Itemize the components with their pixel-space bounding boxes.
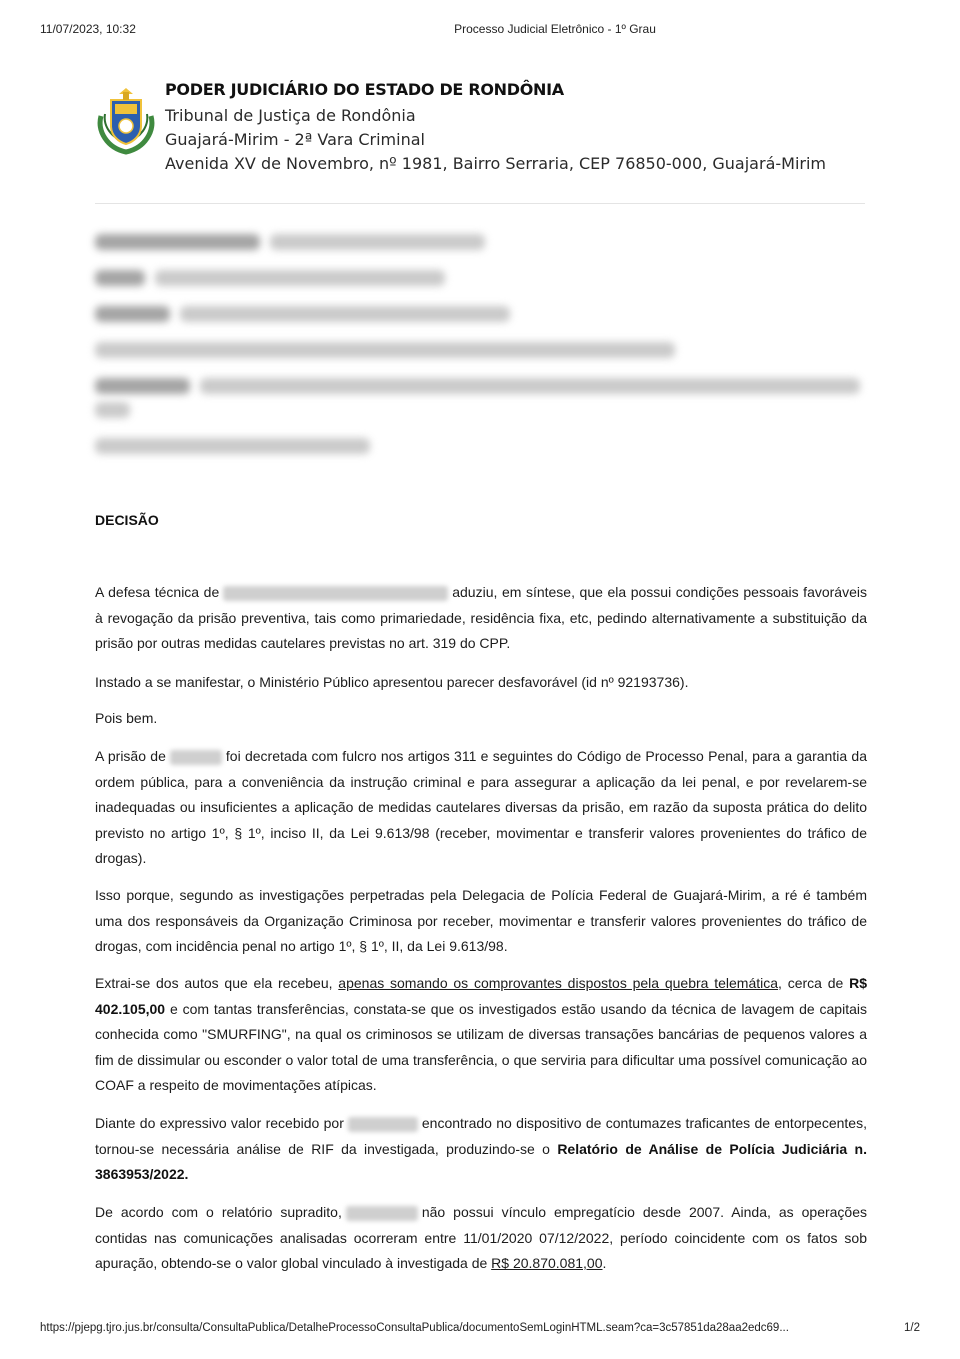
paragraph-text: Instado a se manifestar, o Ministério Público apresentou parecer desfavorável (id nº 92193736).: [95, 674, 689, 690]
paragraph-relatorio: [95, 1200, 867, 1277]
paragraph-rif: [95, 1111, 867, 1188]
paragraph-text: , cerca de: [778, 975, 844, 991]
paragraph-text: aduziu, em síntese, que ela possui condições pessoais favoráveis à revogação da prisão preventiva, tais como primariedade, residência fixa, etc, pedindo alternativamente a substituição da prisão por outras medidas cautelares previstas no art. 319 do CPP.: [95, 584, 867, 651]
paragraph-text: Diante do expressivo valor recebido por: [95, 1115, 344, 1131]
global-amount: R$ 20.870.081,00: [491, 1255, 603, 1271]
paragraph-text: .: [602, 1255, 607, 1271]
redacted-label: [95, 234, 260, 250]
vara-name: Guajará-Mirim - 2ª Vara Criminal: [165, 130, 425, 149]
paragraph-investigacoes: [95, 883, 867, 960]
header-divider: [95, 203, 865, 204]
page-number: 1/2: [904, 1322, 920, 1334]
print-header: [0, 22, 960, 42]
paragraph-text: encontrado no dispositivo de contumazes traficantes de entorpecentes, tornou-se necessária análise de RIF da investigada, produzindo-se o: [95, 1115, 867, 1157]
court-name: PODER JUDICIÁRIO DO ESTADO DE RONDÔNIA: [165, 80, 564, 99]
report-reference: Relatório de Análise de Polícia Judiciária n. 3863953/2022.: [95, 1140, 867, 1182]
paragraph-text: Pois bem.: [95, 710, 158, 726]
paragraph-defense: [95, 580, 867, 657]
redacted-label: [95, 378, 190, 394]
paragraph-smurfing: [95, 971, 867, 1099]
redacted-value: [95, 402, 130, 418]
redacted-value: [155, 270, 445, 286]
print-datetime: 11/07/2023, 10:32: [40, 22, 136, 36]
paragraph-text: A prisão de: [95, 748, 166, 764]
redacted-name: [348, 1117, 418, 1132]
paragraph-text: não possui vínculo empregatício desde 2007. Ainda, as operações contidas nas comunicações analisadas ocorreram entre 11/01/2020 07/12/2022, período coincidente com os fatos sob apuração, obtendo-se o valor global vinculado à investigada de: [95, 1204, 867, 1271]
paragraph-text: Isso porque, segundo as investigações perpetradas pela Delegacia de Polícia Federal de Guajará-Mirim, a ré é também uma dos responsáveis da Organização Criminosa por receber, movimentar e transferir valores provenientes do tráfico de drogas, com incidência penal no artigo 1º, § 1º, II, da Lei 9.613/98.: [95, 887, 867, 954]
amount-received: R$ 402.105,00: [95, 975, 868, 1017]
rondonia-coat-of-arms-icon: [95, 86, 157, 156]
redacted-value: [95, 438, 370, 454]
court-header: [95, 80, 875, 190]
redacted-value: [200, 378, 860, 394]
tribunal-name: Tribunal de Justiça de Rondônia: [165, 106, 416, 125]
redacted-case-info: [95, 222, 875, 472]
redacted-label: [95, 270, 145, 286]
redacted-name: [170, 750, 222, 765]
paragraph-text: foi decretada com fulcro nos artigos 311 e seguintes do Código de Processo Penal, para a garantia da ordem pública, para a conveniência da instrução criminal e para assegurar a aplicação da lei penal, e por revelarem-se inadequadas ou insuficientes a aplicação de medidas cautelares diversas da prisão, em razão da suposta prática do delito previsto no artigo 1º, § 1º, inciso II, da Lei 9.613/98 (receber, movimentar e transferir valores provenientes do tráfico de drogas).: [95, 748, 867, 866]
paragraph-pois-bem: [95, 706, 867, 732]
page-url: https://pjepg.tjro.jus.br/consulta/ConsultaPublica/DetalheProcessoConsultaPublica/documentoSemLoginHTML.seam?ca=3c57851da28aa2edc69...: [40, 1322, 789, 1334]
paragraph-mp: [95, 670, 867, 696]
redacted-value: [180, 306, 510, 322]
paragraph-text: De acordo com o relatório supradito,: [95, 1204, 342, 1220]
court-address: Avenida XV de Novembro, nº 1981, Bairro Serraria, CEP 76850-000, Guajará-Mirim: [165, 154, 826, 173]
redacted-name: [223, 586, 448, 601]
paragraph-text: Extrai-se dos autos que ela recebeu,: [95, 975, 333, 991]
underlined-text: apenas somando os comprovantes dispostos pela quebra telemática: [338, 975, 779, 991]
redacted-name: [346, 1206, 418, 1221]
paragraph-text: A defesa técnica de: [95, 584, 220, 600]
decision-heading: DECISÃO: [95, 512, 159, 528]
redacted-value: [95, 342, 675, 358]
print-title: Processo Judicial Eletrônico - 1º Grau: [454, 22, 656, 36]
paragraph-prisao: [95, 744, 867, 872]
redacted-value: [270, 234, 485, 250]
paragraph-text: e com tantas transferências, constata-se que os investigados estão usando da técnica de lavagem de capitais conhecida como "SMURFING", na qual os criminosos se utilizam de diversas transações bancárias de pequenos valores a fim de dissimular ou esconder o valor total de uma transferência, o que serviria para dificultar uma possível comunicação ao COAF a respeito de movimentações atípicas.: [95, 1000, 867, 1093]
redacted-label: [95, 306, 170, 322]
